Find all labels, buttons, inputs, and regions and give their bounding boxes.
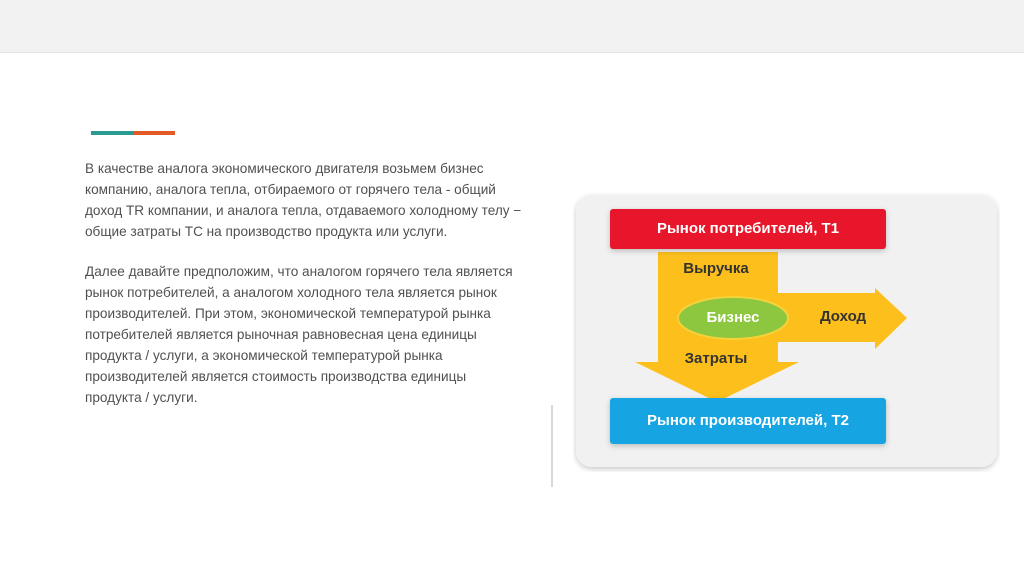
consumer-market-label: Рынок потребителей, Т1 — [656, 220, 840, 237]
body-text — [85, 158, 525, 427]
paragraph-2: Далее давайте предположим, что аналогом горячего тела является рынок потребителей, а аналогом холодного тела является рынок производителей. При этом, экономической температурой рынка потребителей является рыночная равновесная цена единицы продукта / услуги, а экономической температурой рынка производителей является стоимость производства единицы продукта / услуги. — [85, 264, 513, 405]
business-flow-diagram — [573, 192, 1000, 472]
accent-line-orange — [133, 131, 175, 135]
paragraph-1: В качестве аналога экономического двигателя возьмем бизнес компанию, аналога тепла, отбираемого от горячего тела - общий доход TR компании, и аналога тепла, отдаваемого холодному телу − общие затраты TC на производство продукта или услуги. — [85, 161, 522, 239]
income-label: Доход — [819, 308, 867, 325]
accent-line-teal — [91, 131, 133, 135]
costs-label: Затраты — [684, 350, 748, 367]
accent-line — [91, 131, 175, 135]
producer-market-label: Рынок производителей, Т2 — [647, 412, 849, 429]
revenue-label: Выручка — [683, 260, 749, 277]
top-bar — [0, 0, 1024, 53]
business-label: Бизнес — [706, 309, 760, 326]
divider-line — [551, 405, 553, 487]
